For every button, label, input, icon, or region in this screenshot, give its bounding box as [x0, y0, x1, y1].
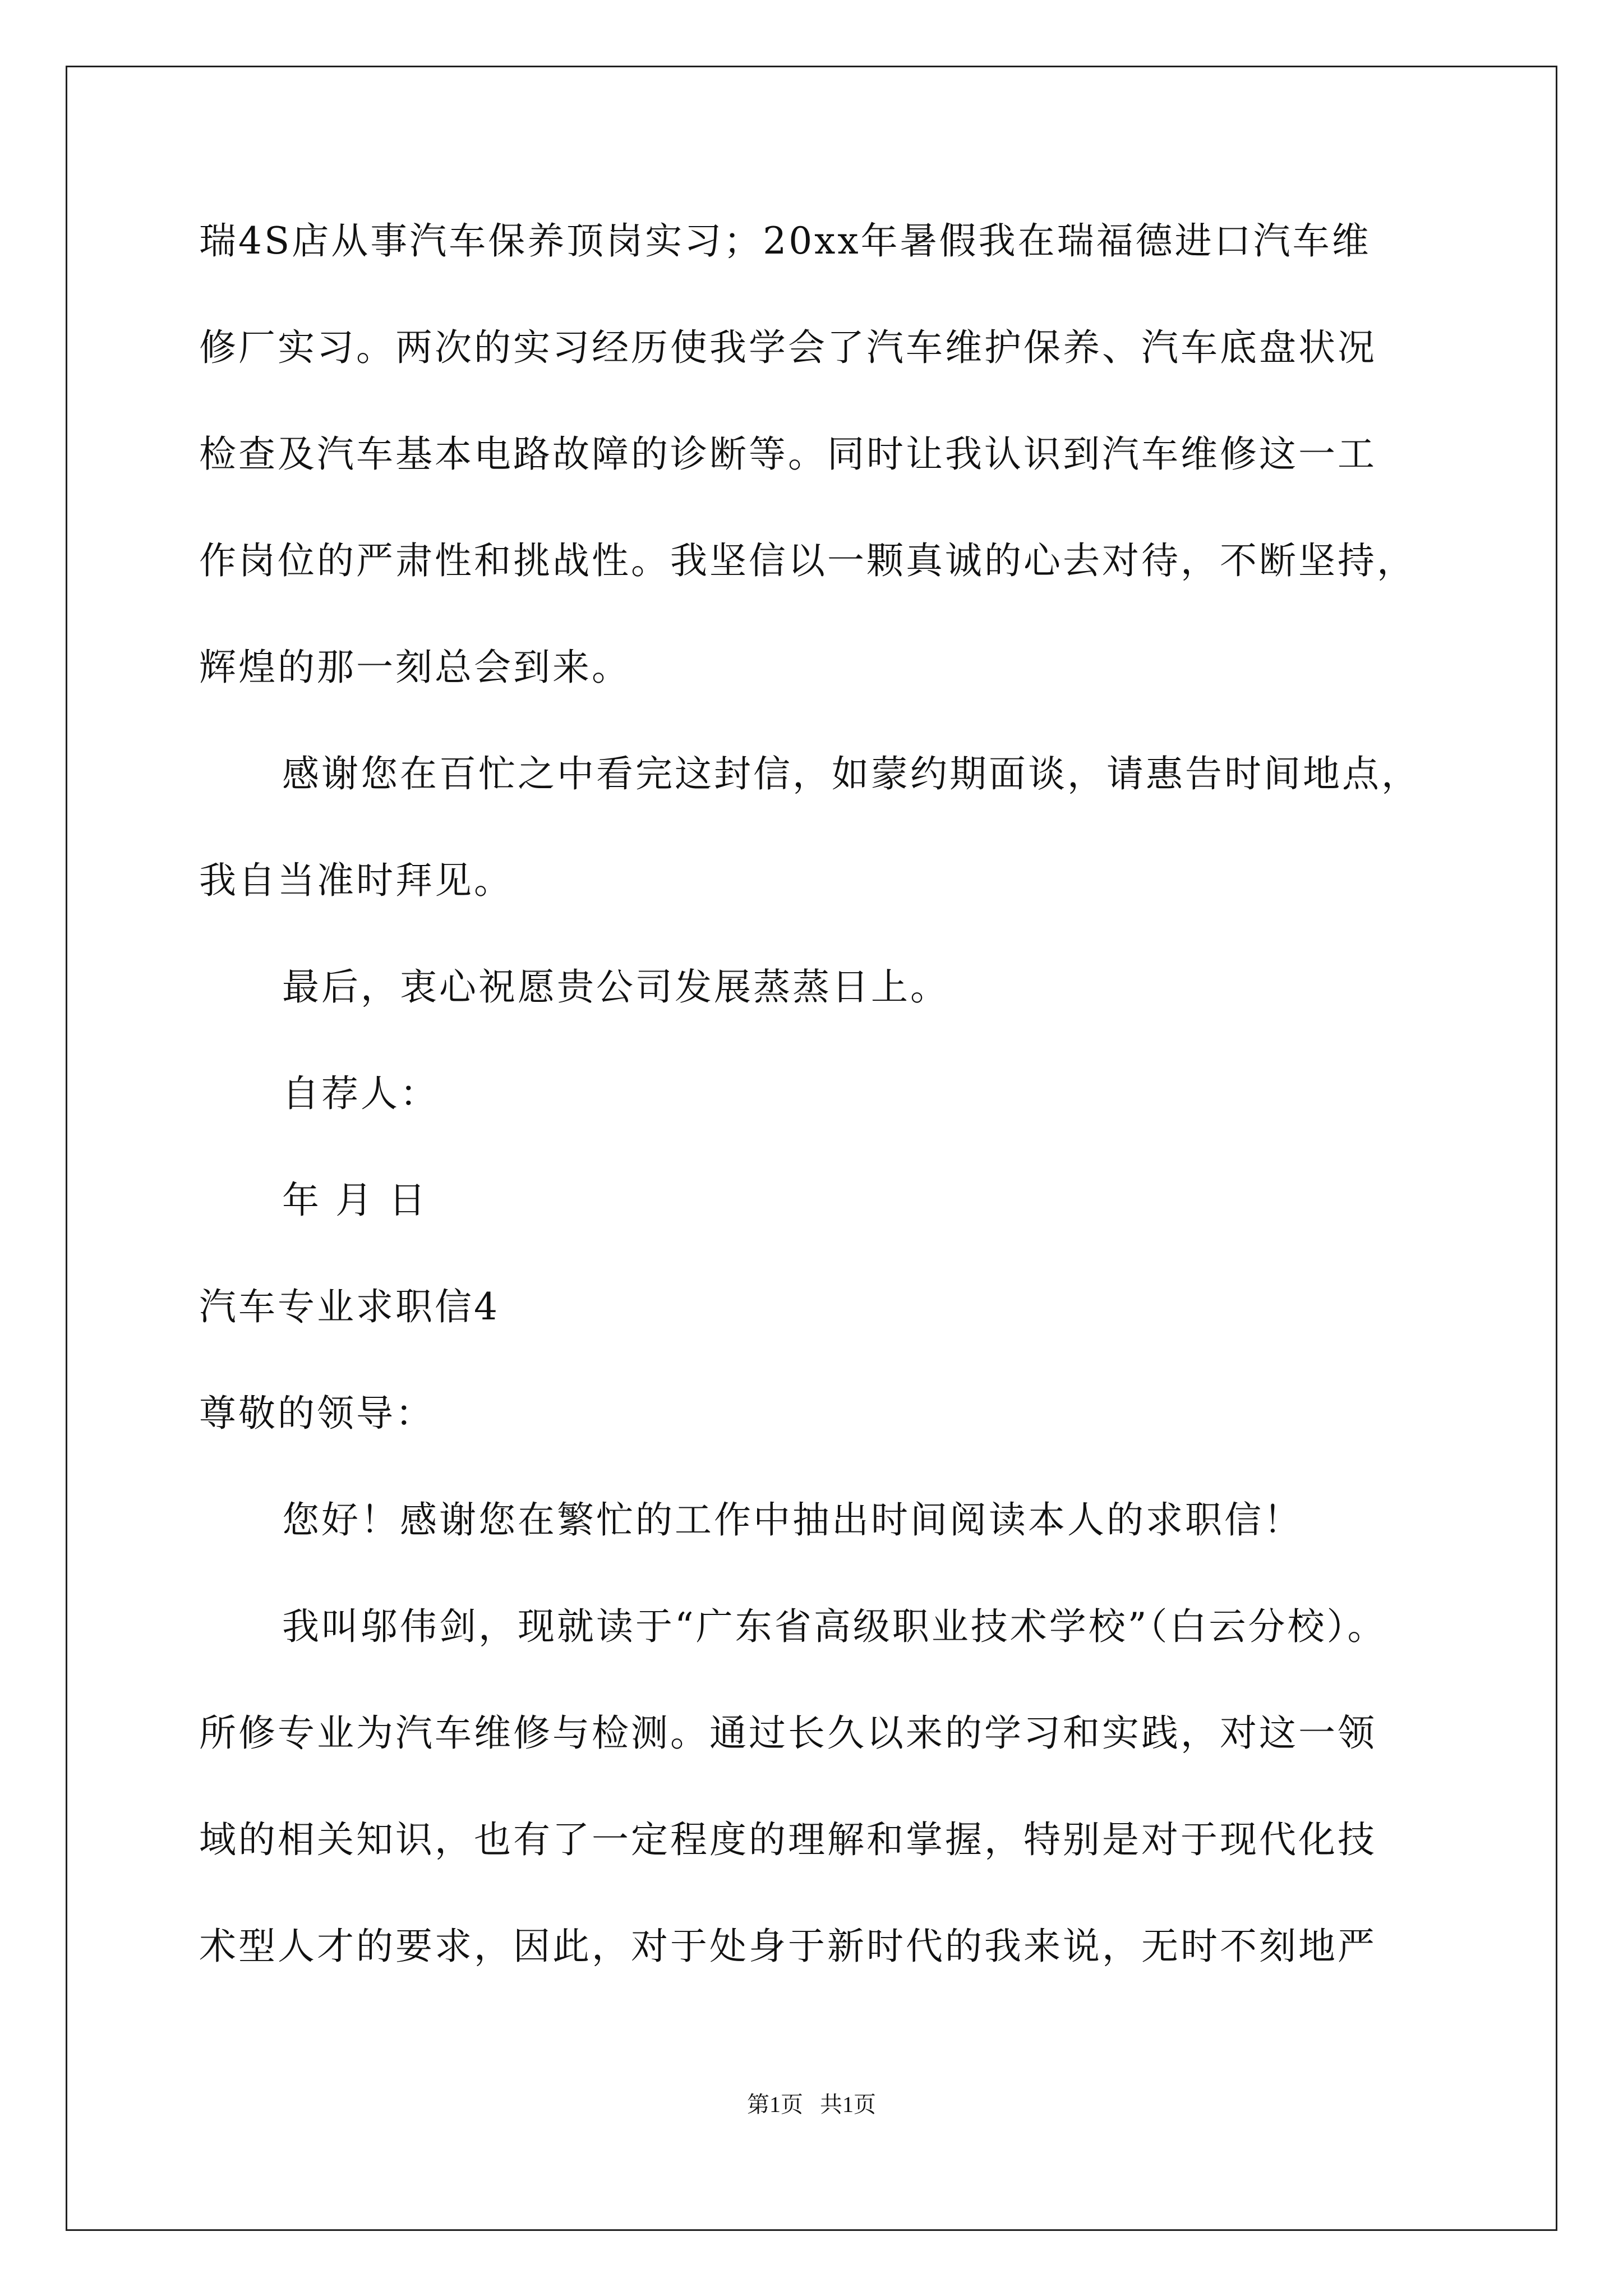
signature-label: 自荐人：	[282, 1072, 439, 1115]
text-line: 感谢您在百忙之中看完这封信，如蒙约期面谈，请惠告时间地点，	[282, 752, 1421, 795]
text-line: 修厂实习。两次的实习经历使我学会了汽车维护保养、汽车底盘状况	[199, 326, 1377, 369]
date-line: 年 月 日	[282, 1179, 428, 1222]
text-line: 辉煌的那一刻总会到来。	[199, 646, 631, 689]
page-footer: 第1页 共1页	[747, 2092, 876, 2117]
page-border	[66, 66, 1557, 2231]
text-line: 检查及汽车基本电路故障的诊断等。同时让我认识到汽车维修这一工	[199, 432, 1377, 476]
text-line: 最后，衷心祝愿贵公司发展蒸蒸日上。	[282, 965, 949, 1009]
text-line: 我叫邬伟剑，现就读于“广东省高级职业技术学校”（白云分校）。	[282, 1605, 1387, 1648]
text-line: 您好！感谢您在繁忙的工作中抽出时间阅读本人的求职信！	[282, 1498, 1303, 1542]
text-line: 瑞4S店从事汽车保养顶岗实习；20xx年暑假我在瑞福德进口汽车维	[199, 219, 1371, 263]
salutation: 尊敬的领导：	[199, 1392, 435, 1435]
text-line: 我自当准时拜见。	[199, 859, 513, 902]
text-line: 作岗位的严肃性和挑战性。我坚信以一颗真诚的心去对待，不断坚持，	[199, 539, 1416, 582]
text-line: 所修专业为汽车维修与检测。通过长久以来的学习和实践，对这一领	[199, 1711, 1377, 1755]
text-line: 域的相关知识，也有了一定程度的理解和掌握，特别是对于现代化技	[199, 1818, 1377, 1861]
section-title: 汽车专业求职信4	[199, 1285, 500, 1328]
text-line: 术型人才的要求，因此，对于处身于新时代的我来说，无时不刻地严	[199, 1925, 1377, 1968]
